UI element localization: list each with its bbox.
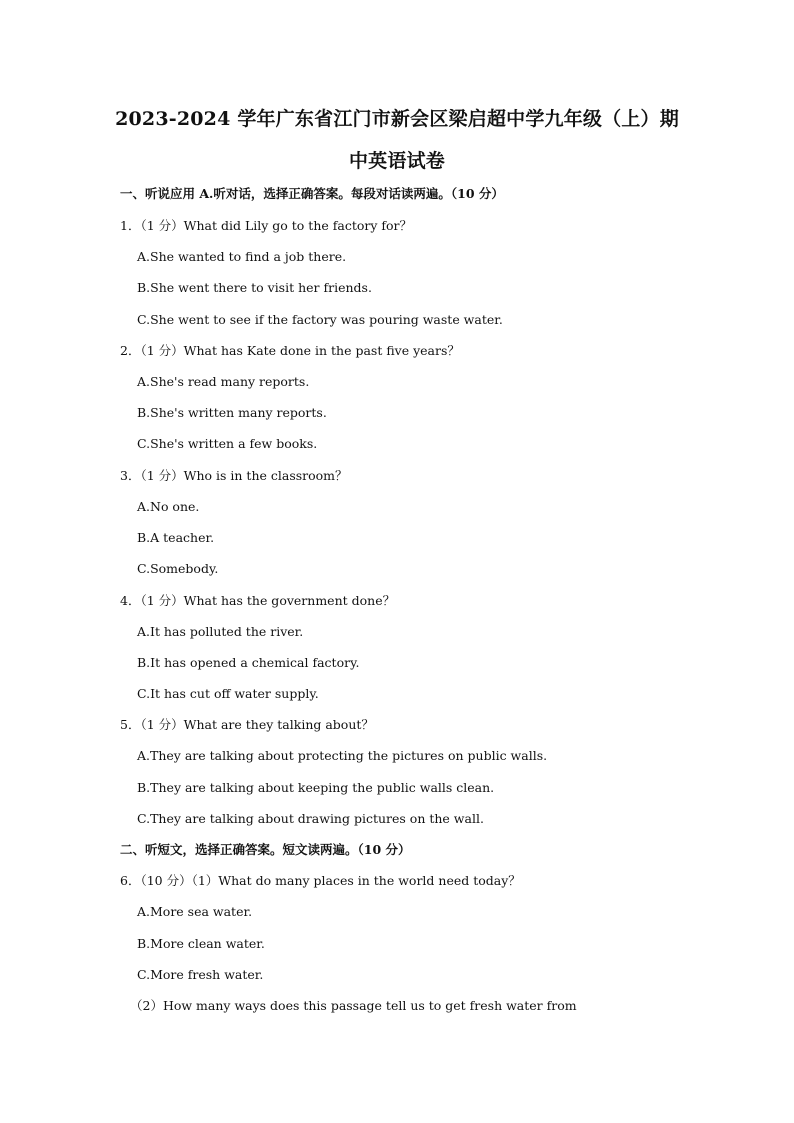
question-2-option-b: B.She's written many reports.: [137, 405, 327, 420]
question-6-stem: 6．（10 分）（1）What do many places in the world need today？: [120, 873, 521, 888]
question-4-option-b: B.It has opened a chemical factory.: [137, 655, 360, 670]
question-5-option-c: C.They are talking about drawing pictures on the wall.: [137, 811, 484, 826]
question-1-option-b: B.She went there to visit her friends.: [137, 280, 372, 295]
question-2-option-a: A.She's read many reports.: [137, 374, 310, 389]
question-4-option-c: C.It has cut off water supply.: [137, 686, 319, 701]
question-5-option-a: A.They are talking about protecting the pictures on public walls.: [137, 748, 548, 763]
question-3-option-a: A.No one.: [137, 499, 200, 514]
question-4-stem: 4．（1 分）What has the government done？: [120, 593, 396, 608]
question-4-option-a: A.It has polluted the river.: [137, 624, 304, 639]
question-1-option-a: A.She wanted to find a job there.: [137, 249, 347, 264]
question-2-option-c: C.She's written a few books.: [137, 436, 318, 451]
question-6-sub-question-2: （2）How many ways does this passage tell us to get fresh water from: [130, 998, 577, 1013]
question-1-option-c: C.She went to see if the factory was pouring waste water.: [137, 312, 503, 327]
section-heading-listening-passage: 二、听短文，选择正确答案。短文读两遍。（10 分）: [120, 842, 411, 857]
section-heading-listening-dialogues: 一、听说应用 A.听对话，选择正确答案。每段对话读两遍。（10 分）: [120, 186, 504, 201]
question-3-stem: 3．（1 分）Who is in the classroom？: [120, 468, 348, 483]
exam-title-line-2: 中英语试卷: [348, 150, 445, 172]
question-3-option-b: B.A teacher.: [137, 530, 215, 545]
question-6-option-b: B.More clean water.: [137, 936, 265, 951]
question-2-stem: 2．（1 分）What has Kate done in the past five years？: [120, 343, 460, 358]
question-5-option-b: B.They are talking about keeping the public walls clean.: [137, 780, 495, 795]
question-3-option-c: C.Somebody.: [137, 561, 219, 576]
question-1-stem: 1．（1 分）What did Lily go to the factory for？: [120, 218, 413, 233]
question-6-option-a: A.More sea water.: [137, 904, 253, 919]
question-5-stem: 5．（1 分）What are they talking about？: [120, 717, 374, 732]
exam-title-line-1: 2023-2024 学年广东省江门市新会区梁启超中学九年级（上）期: [115, 108, 679, 130]
question-6-option-c: C.More fresh water.: [137, 967, 264, 982]
